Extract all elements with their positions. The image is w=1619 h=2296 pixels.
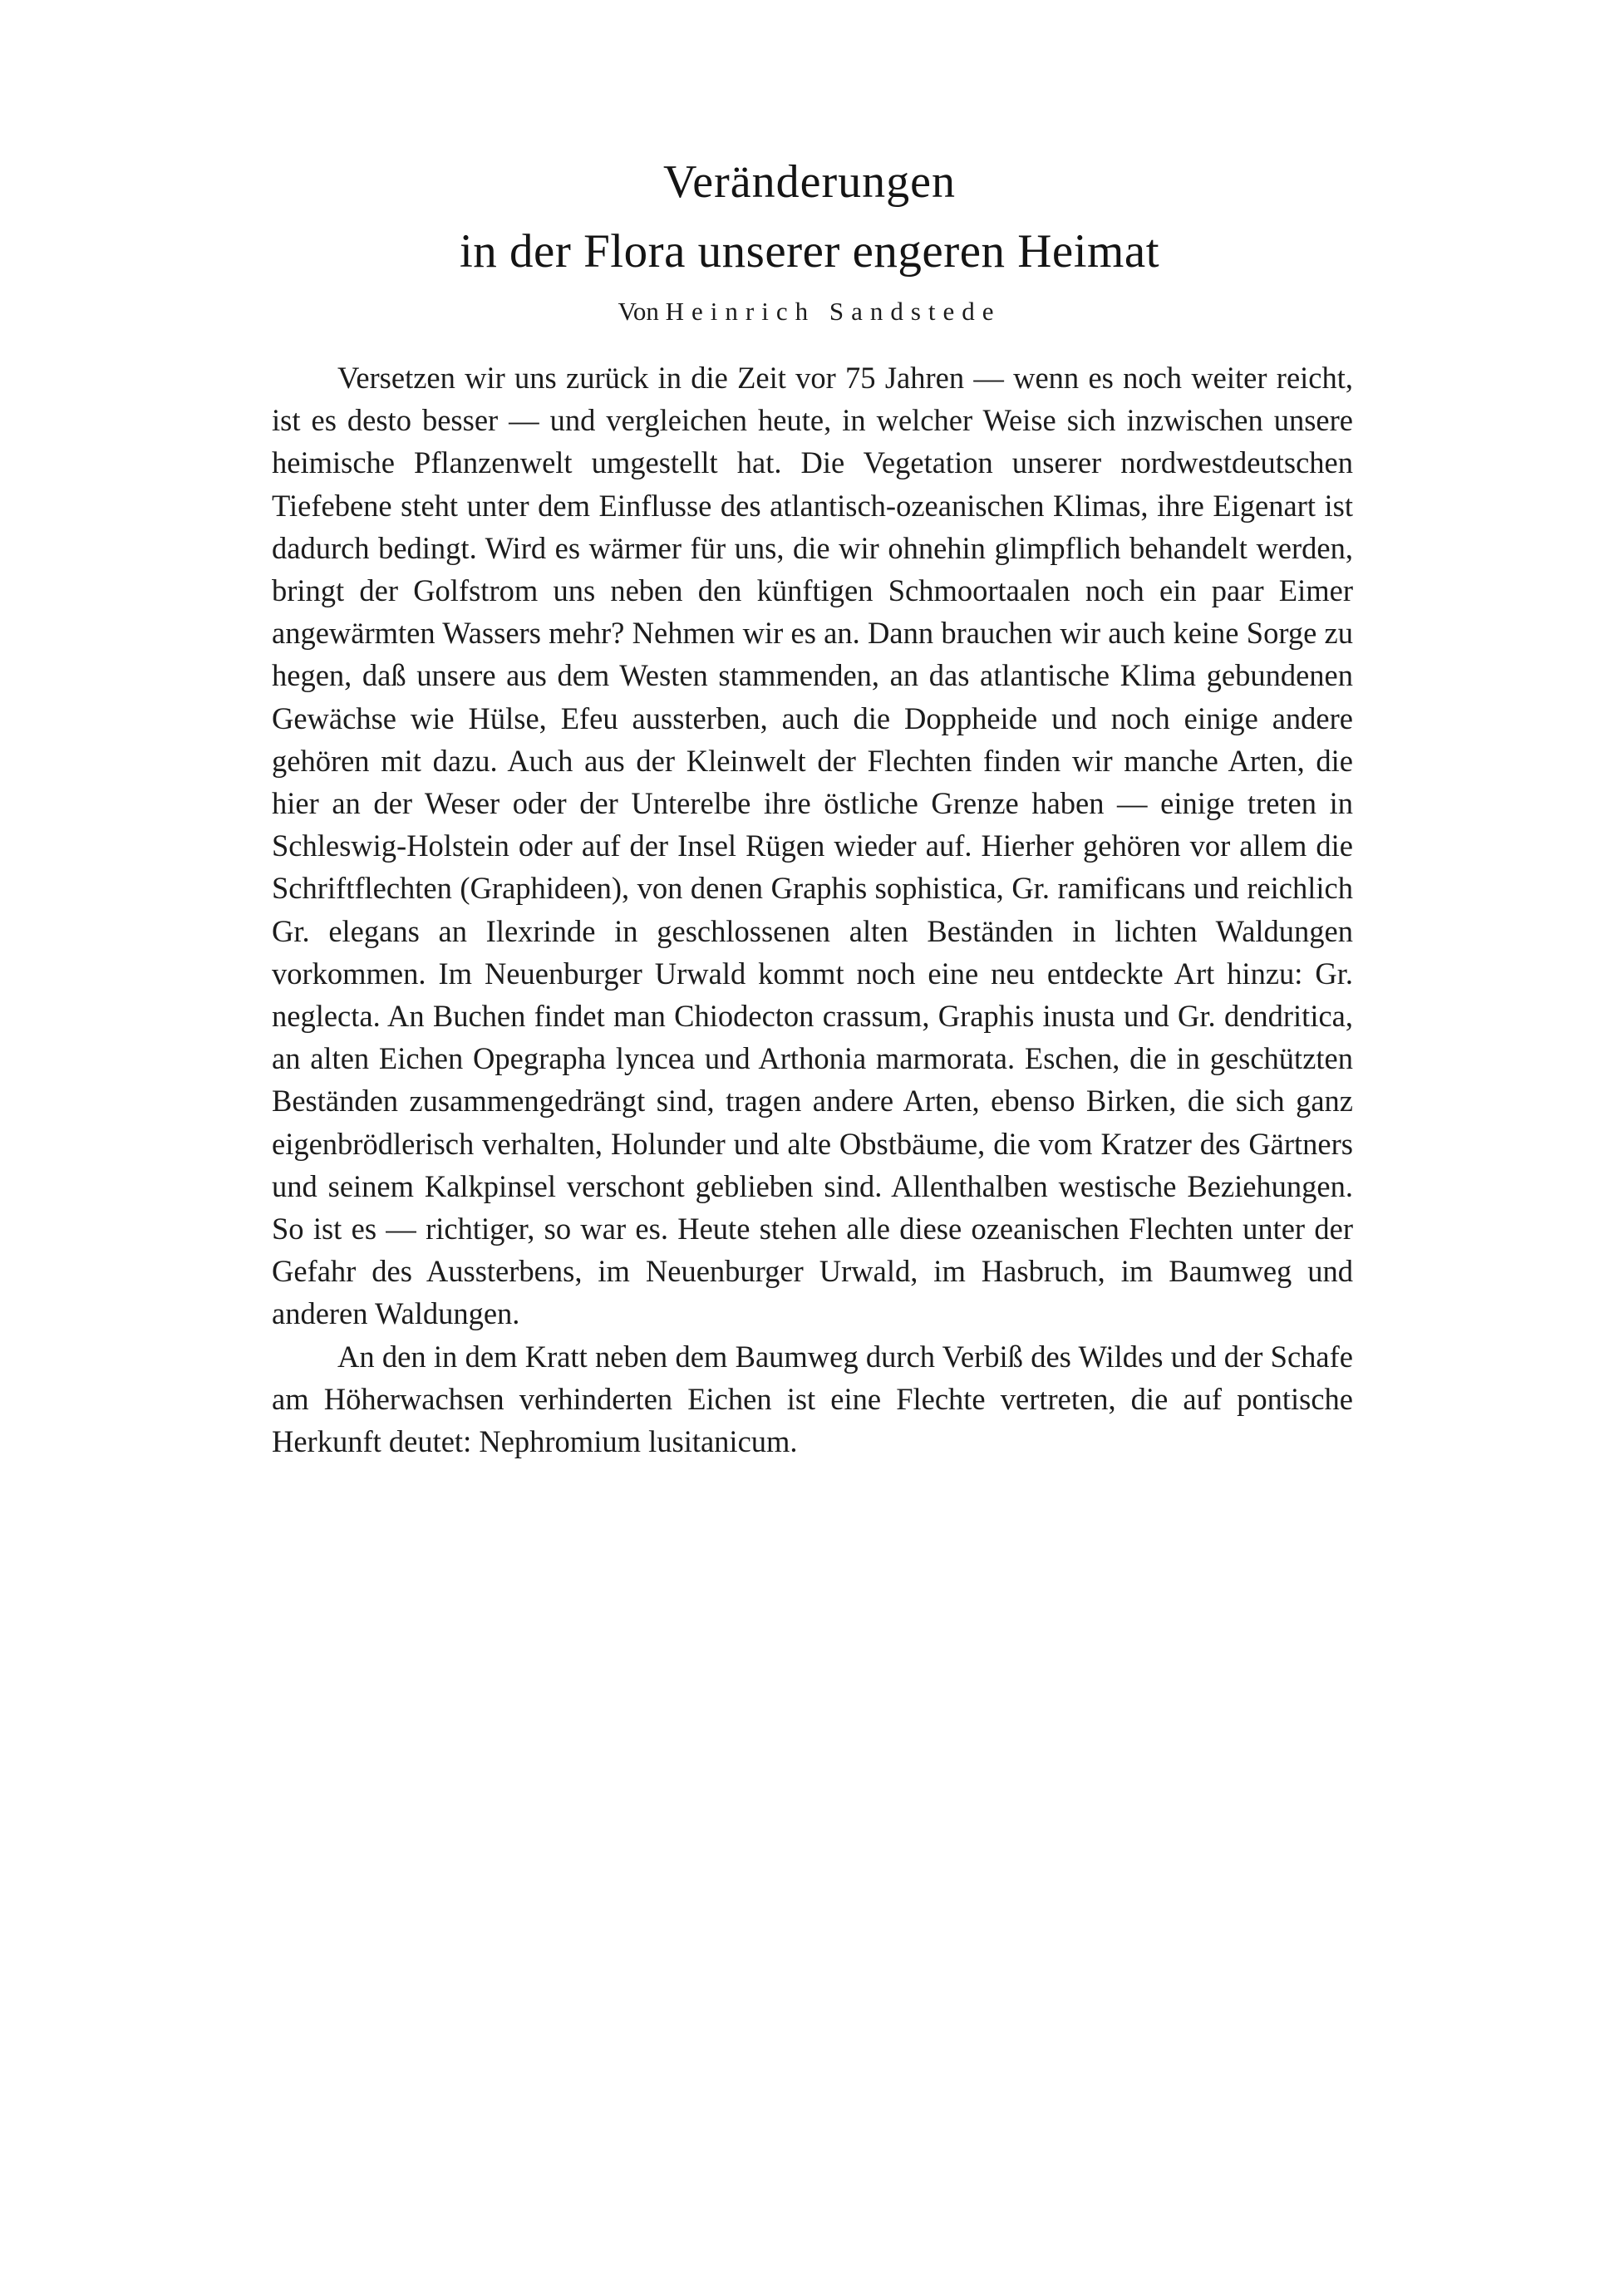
byline-prefix: Von [618,297,659,326]
article-title-line-2: in der Flora unserer engeren Heimat [459,225,1160,278]
article-body [272,356,1353,1463]
author-name: Heinrich Sandstede [665,297,1001,326]
article-title-line-1: Veränderungen [663,156,956,208]
byline [0,295,1619,328]
paragraph-1: Versetzen wir uns zurück in die Zeit vor 75 Jahren — wenn es noch weiter reicht, ist es desto besser — und vergleichen heute, in welcher Weise sich inzwischen unsere heimische Pflanzenwelt umgestellt hat. Die Vegetation unserer nordwestdeutschen Tiefebene steht unter dem Einflusse des atlantisch-ozeanischen Klimas, ihre Eigenart ist dadurch bedingt. Wird es wärmer für uns, die wir ohnehin glimpflich behandelt werden, bringt der Golfstrom uns neben den künftigen Schmoortaalen noch ein paar Eimer angewärmten Wassers mehr? Nehmen wir es an. Dann brauchen wir auch keine Sorge zu hegen, daß unsere aus dem Westen stammenden, an das atlantische Klima gebundenen Gewächse wie Hülse, Efeu aussterben, auch die Doppheide und noch einige andere gehören mit dazu. Auch aus der Kleinwelt der Flechten finden wir manche Arten, die hier an der Weser oder der Unterelbe ihre östliche Grenze haben — einige treten in Schleswig-Holstein oder auf der Insel Rügen wieder auf. Hierher gehören vor allem die Schriftflechten (Graphideen), von denen Graphis sophistica, Gr. ramificans und reichlich Gr. elegans an Ilexrinde in geschlossenen alten Beständen in lichten Waldungen vorkommen. Im Neuenburger Urwald kommt noch eine neu entdeckte Art hinzu: Gr. neglecta. An Buchen findet man Chiodecton crassum, Graphis inusta und Gr. dendritica, an alten Eichen Opegrapha lyncea und Arthonia marmorata. Eschen, die in geschützten Beständen zusammengedrängt sind, tragen andere Arten, ebenso Birken, die sich ganz eigenbrödlerisch verhalten, Holunder und alte Obstbäume, die vom Kratzer des Gärtners und seinem Kalkpinsel verschont geblieben sind. Allenthalben westische Beziehungen. So ist es — richtiger, so war es. Heute stehen alle diese ozeanischen Flechten unter der Gefahr des Aussterbens, im Neuenburger Urwald, im Hasbruch, im Baumweg und anderen Waldungen. [272,361,1353,1331]
paragraph-2: An den in dem Kratt neben dem Baumweg durch Verbiß des Wildes und der Schafe am Höherwachsen verhinderten Eichen ist eine Flechte vertreten, die auf pontische Herkunft deutet: Nephromium lusitanicum. [272,1339,1353,1459]
